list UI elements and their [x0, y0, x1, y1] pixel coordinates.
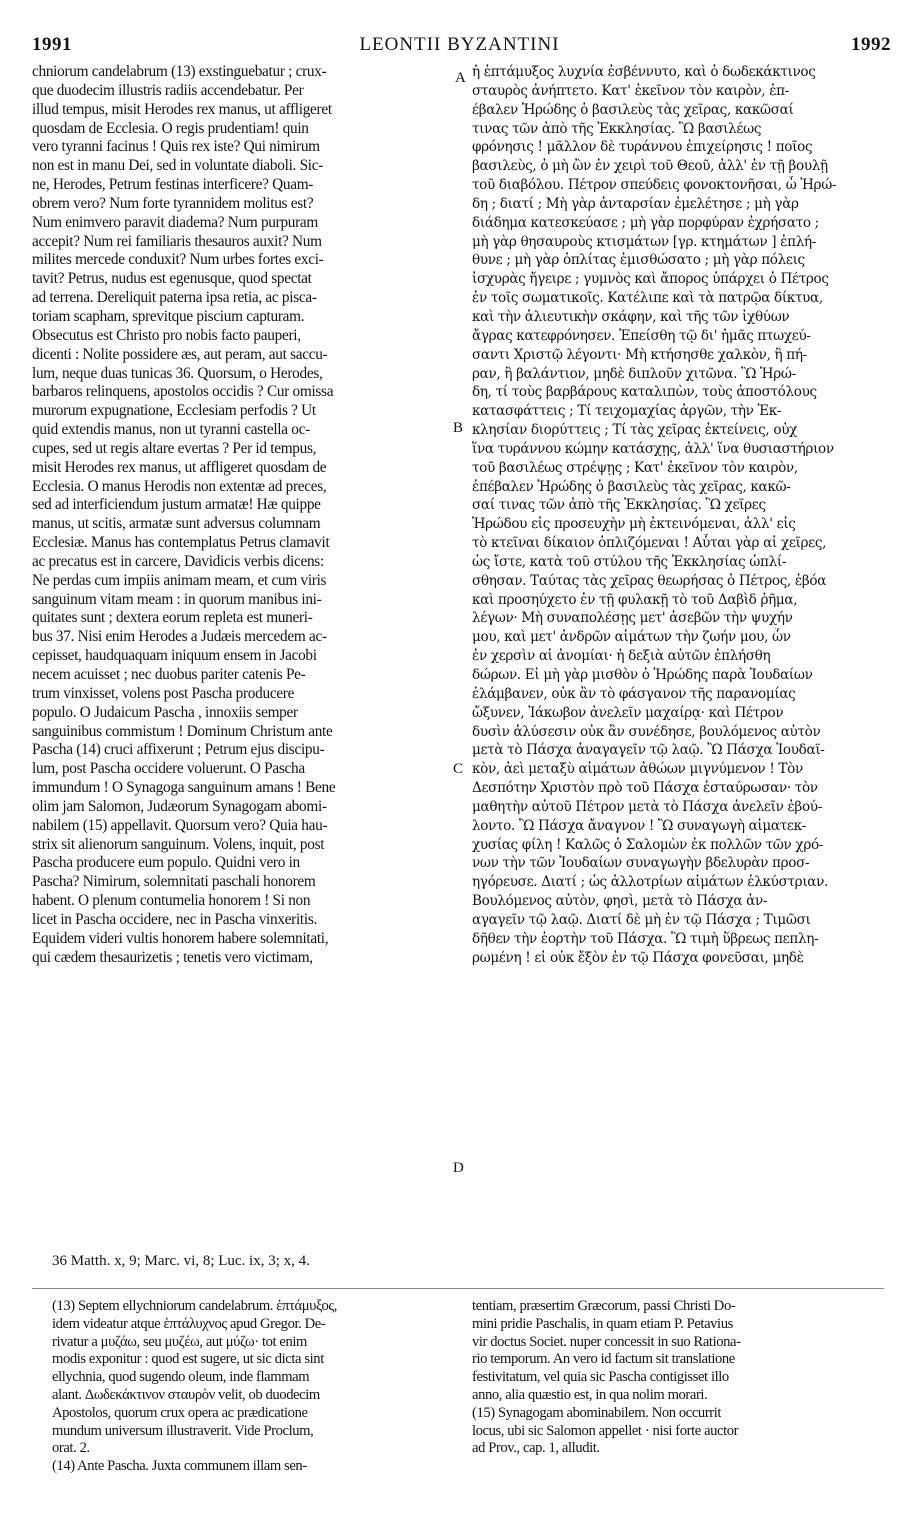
latin-text-line: sed ad interficiendum justum armatæ! Hæ quippe	[32, 496, 321, 514]
greek-text-line: δῆθεν τὴν ἑορτὴν τοῦ Πάσχα. Ὢ τιμὴ ὕβρεως πεπλη-	[472, 930, 819, 947]
footnote-line: mini pridie Paschalis, in quam etiam P. Petavius	[472, 1315, 733, 1332]
latin-text-line: accepit? Num rei familiaris thesauros auxit? Num	[32, 232, 322, 250]
greek-text-line: φρόνησις ! μᾶλλον δὲ τυράννου ἐπιχείρησις ! ποῖος	[472, 139, 813, 156]
latin-text-line: necem acuisset ; nec duobus pariter catenis Pe-	[32, 666, 306, 683]
greek-text-line: δώρων. Εἰ μὴ γὰρ μισθὸν ὁ Ἡρώδης παρὰ Ἰουδαίων	[472, 667, 813, 683]
greek-text-line: ἐπέβαλεν Ἡρώδης ὁ βασιλεὺς τὰς χεῖρας, κακῶ-	[472, 478, 791, 495]
latin-text-line: Equidem videri vultis honorem habere solemnitati,	[32, 929, 329, 947]
greek-text-line: ἡ ἑπτάμυξος λυχνία ἐσβέννυτο, καὶ ὁ δωδεκάκτινος	[472, 64, 816, 80]
latin-text-column	[32, 63, 450, 968]
latin-text-line: populo. O Judaicum Pascha , innoxiis semper	[32, 703, 298, 721]
footnote-line: alant. Δωδεκάκτινον σταυρὸν velit, ob duodecim	[52, 1386, 320, 1403]
latin-text-line: Pascha? Nimirum, solemnitati paschali honorem	[32, 873, 316, 891]
greek-text-line: Βουλόμενος αὐτὸν, φησὶ, μετὰ τὸ Πάσχα ἀν-	[472, 893, 768, 910]
greek-text-line: τινας τῶν ἀπὸ τῆς Ἐκκλησίας. Ὢ βασιλέως	[472, 120, 762, 137]
latin-text-line: quitates sunt ; dextera eorum repleta est muneri-	[32, 609, 313, 627]
latin-text-line: Ne perdas cum impiis animam meam, et cum viris	[32, 571, 327, 589]
latin-text-line: misit Herodes rex manus, ut affligeret quosdam de	[32, 458, 327, 476]
footnote-line: idem videatur atque ἑπτάλυχνος apud Gregor. De-	[52, 1315, 326, 1332]
latin-text-line: Obsecutus est Christo pro nobis facto pauperi,	[32, 326, 301, 344]
latin-text-line: bus 37. Nisi enim Herodes a Judæis mercedem ac-	[32, 628, 327, 646]
latin-text-line: illud tempus, misit Herodes rex manus, ut affligeret	[32, 100, 332, 118]
latin-text-line: ac precatus est in carcere, Davidicis verbis dicens:	[32, 552, 324, 570]
greek-text-line: κατασφάττεις ; Τί τειχομαχίας ἀργῶν, τὴν Ἐκ-	[472, 403, 782, 420]
greek-text-line: βασιλεὺς, ὁ μὴ ὢν ἐν χειρὶ τοῦ Θεοῦ, ἀλλ' ἐν τῇ βουλῇ	[472, 158, 828, 175]
footnote-line: orat. 2.	[52, 1440, 90, 1457]
latin-text-line: obrem vero? Num forte tyrannidem molitus est?	[32, 194, 314, 212]
latin-text-line: Pascha (14) cruci affixerunt ; Petrum ejus discipu-	[32, 741, 325, 759]
footnote-line: rio temporum. An vero id factum sit translatione	[472, 1351, 735, 1368]
greek-text-line: καὶ τὴν ἁλιευτικὴν σκάφην, καὶ τῆς τῶν ἰχθύων	[472, 308, 790, 325]
latin-text-line: habent. O plenum contumelia honorem ! Si non	[32, 892, 311, 910]
footnote-line: ad Prov., cap. 1, alludit.	[472, 1440, 600, 1457]
greek-text-line: ηγόρευσε. Διατί ; ὡς ἀλλοτρίων αἱμάτων ἑλκύστριαν.	[472, 874, 829, 891]
latin-text-line: trum vinxisset, volens post Pascha producere	[32, 684, 295, 702]
footnotes-left-column	[52, 1298, 446, 1476]
latin-text-line: licet in Pascha occidere, nec in Pascha vinxeritis.	[32, 910, 318, 928]
footnote-line: tentiam, præsertim Græcorum, passi Christi Do-	[472, 1298, 736, 1314]
footnote-line: rivatur a μυζάω, seu μυζέω, aut μύζω· tot enim	[52, 1333, 308, 1350]
latin-text-line: lum, post Pascha occidere voluerunt. O Pascha	[32, 760, 305, 778]
section-marker-c: C	[453, 761, 464, 777]
greek-text-line: μαθητὴν αὐτοῦ Πέτρον μετὰ τὸ Πάσχα ἀνελεῖν ἐβού-	[472, 798, 822, 815]
latin-text-line: dicenti : Nolite possidere æs, aut peram, aut saccu-	[32, 345, 328, 363]
footnote-line: mundum universum illustraverit. Vide Proclum,	[52, 1422, 314, 1439]
latin-text-line: cepisset, haudquaquam iniquum ensem in Jacobi	[32, 647, 317, 665]
latin-text-line: non est in manu Dei, sed in voluntate diaboli. Sic-	[32, 157, 324, 175]
latin-text-line: barbaros relinquens, apostolos occidis ? Cur omissa	[32, 383, 334, 401]
greek-text-line: ὤξυνεν, Ἰάκωβον ἀνελεῖν μαχαίρᾳ· καὶ Πέτρον	[472, 704, 784, 721]
footnote-line: (15) Synagogam abominabilem. Non occurrit	[472, 1404, 722, 1421]
latin-text-line: manus, ut scitis, armatæ sunt adversus columnam	[32, 515, 321, 533]
latin-text-line: cupes, sed ut regis altare evertas ? Per id tempus,	[32, 439, 317, 457]
section-marker-a: A	[455, 70, 466, 86]
greek-text-line: τοῦ διαβόλου. Πέτρον σπεύδεις φονοκτονῆσαι, ὦ Ἡρώ-	[472, 177, 837, 194]
greek-text-line: ἵνα τυράννου κώμην κατάσχῃς, ἀλλ' ἵνα θυσιαστήριον	[472, 440, 834, 457]
greek-text-line: λοντο. Ὢ Πάσχα ἄναγνον ! Ὢ συναγωγὴ αἱματεκ-	[472, 817, 806, 834]
greek-text-line: έβαλεν Ἡρώδης ὁ βασιλεὺς τὰς χεῖρας, κακῶσαί	[472, 101, 794, 118]
greek-text-line: κὸν, ἀεὶ μεταξὺ αἱμάτων ἀθώων μιγνύμενον ! Τὸν	[472, 761, 803, 778]
greek-text-line: χυσίας φίλη ! Καλῶς ὁ Σαλομὼν ἐκ πολλῶν τῶν χρό-	[472, 836, 824, 853]
column-number-right: 1992	[851, 34, 891, 55]
footnote-line: (13) Septem ellychniorum candelabrum. ἑπτάμυξος,	[52, 1298, 338, 1314]
latin-text-line: Ecclesia. O manus Herodis non extentæ ad preces,	[32, 477, 327, 495]
greek-text-line: μου, καὶ μετ' ἀνδρῶν αἱμάτων τὴν ζωήν μου, ὧν	[472, 629, 791, 646]
latin-text-line: nabilem (15) appellavit. Quorsum vero? Quia hau-	[32, 816, 328, 834]
section-marker-d: D	[453, 1160, 464, 1176]
greek-text-line: ρωμένη ! εἰ οὐκ ἔξὸν ἐν τῷ Πάσχα φονεῦσαι, μηδὲ	[472, 949, 804, 966]
greek-text-line: δη ; διατί ; Μὴ γὰρ ἀνταρσίαν ἐμελέτησε ; μὴ γὰρ	[472, 195, 799, 212]
latin-text-line: sanguinum vitam meam : in quorum manibus ini-	[32, 590, 322, 608]
footnote-line: festivitatum, vel quia sic Pascha contigisset illo	[472, 1369, 729, 1386]
latin-text-line: murorum expugnatione, Ecclesiam perfodis ? Ut	[32, 402, 316, 420]
greek-text-line: ἐν χερσὶν αἱ ἀνομίαι· ἡ δεξιὰ αὐτῶν ἐπλήσθη	[472, 648, 771, 665]
greek-text-line: ἰσχυρὰς ἤγειρε ; γυμνὸς καὶ ἄπορος ὑπάρχει ὁ Πέτρος	[472, 271, 829, 288]
latin-text-line: chniorum candelabrum (13) exstinguebatur ; crux-	[32, 63, 327, 80]
latin-text-line: quosdam de Ecclesia. O regis prudentiam! quin	[32, 119, 309, 137]
greek-text-line: σταυρὸς ἀνήπτετο. Κατ' ἐκεῖνον τὸν καιρὸν, ἐπ-	[472, 82, 789, 99]
latin-text-line: milites mercede conduxit? Num urbes fortes exci-	[32, 251, 324, 269]
latin-text-line: tavit? Petrus, nudus est egenusque, quod spectat	[32, 270, 312, 288]
latin-text-line: que duodecim illustris radiis accendebatur. Per	[32, 81, 304, 99]
greek-text-line: λέγων· Μὴ συναπολέσῃς μετ' ἀσεβῶν τὴν ψυχήν	[472, 610, 793, 627]
footnote-divider	[32, 1288, 884, 1289]
latin-text-line: Pascha producere eum populo. Quidni vero in	[32, 854, 300, 872]
section-marker-b: B	[453, 420, 464, 436]
scripture-reference: 36 Matth. x, 9; Marc. vi, 8; Luc. ix, 3; x, 4.	[52, 1253, 310, 1269]
greek-text-line: τὸ κτεῖναι δίκαιον ὁπλιζόμεναι ! Αὗται γὰρ αἱ χεῖρες,	[472, 535, 827, 552]
footnote-line: modis exponitur : quod est sugere, ut sic dicta sint	[52, 1351, 324, 1368]
footnote-line: (14) Ante Pascha. Juxta communem illam sen-	[52, 1458, 307, 1475]
latin-text-line: strix sit alienorum sanguinum. Volens, inquit, post	[32, 835, 325, 853]
greek-text-line: ἐλάμβανεν, οὐκ ἂν τὸ φάσγανον τῆς παρανομίας	[472, 685, 796, 702]
footnote-line: anno, alia quæstio est, in qua nolim morari.	[472, 1386, 708, 1403]
greek-text-line: Ἡρώδου εἰς προσευχὴν μὴ ἐκτεινόμεναι, ἀλλ' εἰς	[472, 516, 796, 533]
column-number-left: 1991	[32, 34, 72, 55]
greek-text-line: Δεσπότην Χριστὸν πρὸ τοῦ Πάσχα ἐσταύρωσαν· τὸν	[472, 780, 818, 797]
greek-text-line: μετὰ τὸ Πάσχα ἀναγαγεῖν τῷ λαῷ. Ὢ Πάσχα Ἰουδαϊ-	[472, 742, 825, 759]
latin-text-line: Num enimvero paravit diadema? Num purpuram	[32, 213, 319, 231]
latin-text-line: immundum ! O Synagoga sanguinum amans ! Bene	[32, 779, 336, 797]
latin-text-line: sanguinibus commistum ! Dominum Christum ante	[32, 722, 333, 740]
greek-text-line: σθησαν. Ταύτας τὰς χεῖρας θεωρήσας ὁ Πέτρος, ἐβόα	[472, 572, 827, 589]
footnote-line: Apostolos, quorum crux opera ac prædicatione	[52, 1404, 308, 1421]
latin-text-line: toriam scapham, sprevitque piscium capturam.	[32, 307, 305, 325]
greek-text-line: ὡς ἴστε, κατὰ τοῦ στύλου τῆς Ἐκκλησίας ὡπλί-	[472, 553, 787, 570]
greek-text-line: ραν, ἢ βαλάντιον, μηδὲ διπλοῦν χιτῶνα. Ὢ Ἡρώ-	[472, 365, 796, 382]
greek-text-line: διάδημα κατεσκεύασε ; μὴ γὰρ πορφύραν ἐχρήσατο ;	[472, 214, 819, 231]
latin-text-line: Ecclesiæ. Manus has contemplatus Petrus clamavit	[32, 534, 330, 552]
greek-text-line: καὶ προσηύχετο ἐν τῇ φυλακῇ τὸ τοῦ Δαβὶδ ῥῆμα,	[472, 591, 798, 608]
greek-text-line: νων τὴν τῶν Ἰουδαίων συναγωγὴν βδελυρὰν προσ-	[472, 855, 810, 872]
greek-text-line: αγαγεῖν τῷ λαῷ. Διατί δὲ μὴ ἐν τῷ Πάσχα ; Τιμῶσι	[472, 911, 811, 928]
greek-text-line: δη, τί τοὺς βαρβάρους καταλιπὼν, τοὺς ἀποστόλους	[472, 384, 817, 401]
latin-text-line: ad terrena. Dereliquit paterna ipsa retia, ac pisca-	[32, 289, 317, 307]
latin-text-line: olim jam Salomon, Judæorum Synagogam abomi-	[32, 797, 327, 815]
greek-text-line: σαντι Χριστῷ λέγοντι· Μὴ κτήσησθε χαλκὸν, ἢ πή-	[472, 346, 807, 363]
greek-text-line: κλησίαν διορύττεις ; Τί τὰς χεῖρας ἐκτείνεις, οὐχ	[472, 422, 798, 439]
greek-text-line: μὴ γὰρ θησαυροὺς κτισμάτων [γρ. κτημάτων ] ἐπλή-	[472, 233, 817, 250]
footnote-line: locus, ubi sic Salomon appellet · nisi forte auctor	[472, 1422, 739, 1439]
greek-text-line: σαί τινας τῶν ἀπὸ τῆς Ἐκκλησίας. Ὢ χεῖρες	[472, 497, 766, 514]
latin-text-line: quid extendis manus, non ut tyranni castella oc-	[32, 421, 310, 439]
greek-text-line: θυνε ; μὴ γὰρ ὁπλίτας ἐμισθώσατο ; μὴ γὰρ πόλεις	[472, 252, 805, 269]
greek-text-line: ἐν τοῖς σωματικοῖς. Κατέλιπε καὶ τὰ πατρῷα δίκτυα,	[472, 290, 823, 307]
latin-text-line: ne, Herodes, Petrum festinas interficere? Quam-	[32, 176, 314, 194]
greek-text-column	[472, 63, 886, 968]
footnotes-right-column	[472, 1298, 886, 1458]
latin-text-line: qui cædem thesaurizetis ; tenetis vero victimam,	[32, 948, 313, 966]
footnote-line: vir doctus Societ. nuper concessit in suo Rationa-	[472, 1333, 741, 1350]
footnote-line: ellychnia, quod sugendo oleum, inde flammam	[52, 1369, 310, 1386]
greek-text-line: ἄγρας κατεφρόνησεν. Ἐπείσθη τῷ δι' ἡμᾶς πτωχεύ-	[472, 327, 811, 344]
latin-text-line: vero tyranni facinus ! Quis rex iste? Qui nimirum	[32, 138, 320, 156]
running-title: LEONTII BYZANTINI	[359, 34, 560, 55]
greek-text-line: δυσὶν ἁλύσεσιν οὐκ ἂν συνέδησε, βουλόμενος αὐτὸν	[472, 723, 821, 740]
greek-text-line: τοῦ βασιλέως στρέψῃς ; Κατ' ἐκεῖνον τὸν καιρὸν,	[472, 459, 798, 476]
latin-text-line: lum, neque duas tunicas 36. Quorsum, o Herodes,	[32, 364, 323, 382]
